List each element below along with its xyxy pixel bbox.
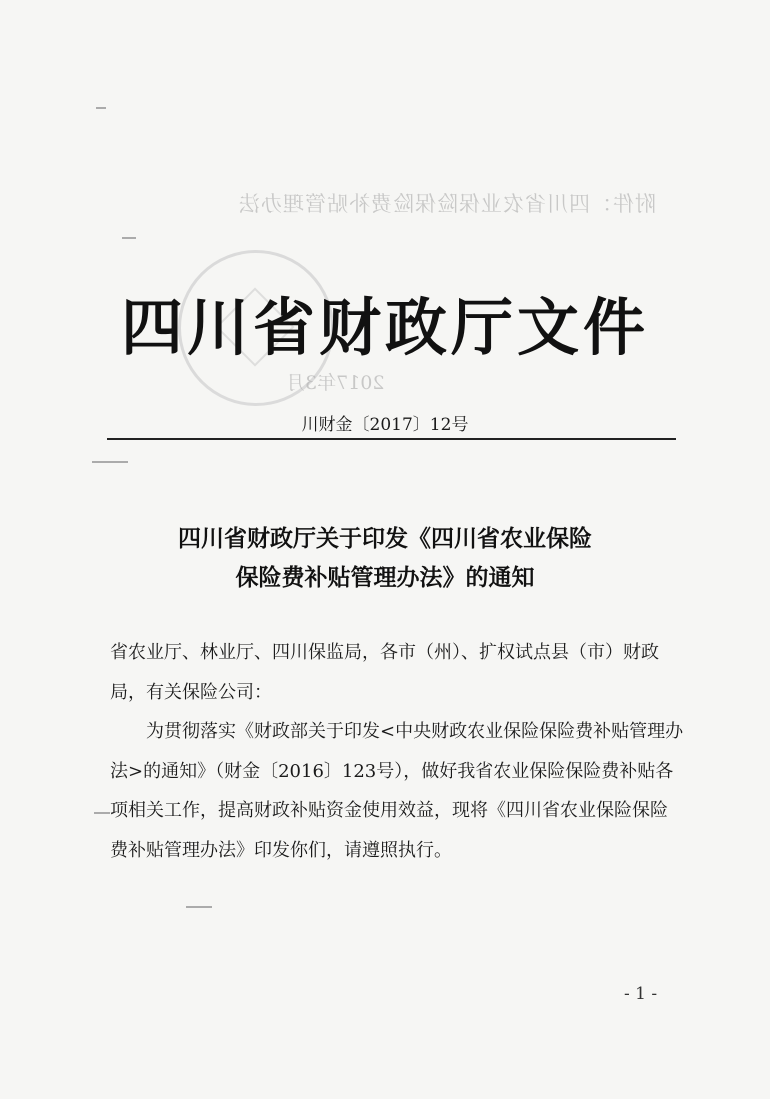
notice-body: [110, 633, 684, 870]
document-number: 川财金〔2017〕12号: [301, 415, 469, 435]
scan-speck: [94, 812, 110, 814]
header-divider: [107, 438, 676, 440]
scan-speck: [122, 237, 136, 239]
body-paragraph-1: 为贯彻落实《财政部关于印发<中央财政农业保险保险费补贴管理办法>的通知》（财金〔2016〕123号），做好我省农业保险保险费补贴各项相关工作，提高财政补贴资金使用效益，现将《四川省农业保险保险费补贴管理办法》印发你们，请遵照执行。: [110, 721, 684, 861]
notice-title-line-1: 四川省财政厅关于印发《四川省农业保险: [178, 526, 592, 552]
bleed-through-annex-text: 附件：四川省农业保险保险费补贴管理办法: [238, 192, 656, 216]
page-number: - 1 -: [624, 984, 658, 1004]
notice-title-line-2: 保险费补贴管理办法》的通知: [235, 565, 535, 591]
recipients-paragraph: 省农业厅、林业厅、四川保监局，各市（州）、扩权试点县（市）财政局，有关保险公司：: [110, 642, 659, 703]
notice-title: [0, 520, 770, 598]
scan-speck: [186, 906, 212, 908]
scan-speck: [92, 461, 128, 463]
bleed-through-date-text: 2017年3月: [286, 372, 385, 394]
scan-speck: [96, 107, 106, 109]
document-header-title: 四川省财政厅文件: [120, 291, 649, 364]
